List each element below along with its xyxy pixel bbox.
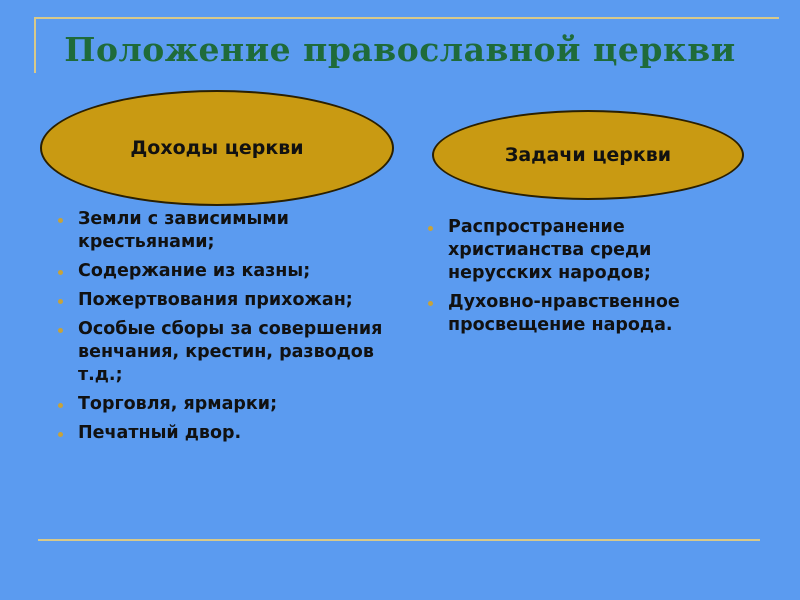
bullet-icon — [58, 403, 63, 408]
bullet-icon — [58, 328, 63, 333]
list-item: Содержание из казны; — [50, 260, 390, 283]
bullet-icon — [428, 301, 433, 306]
slide-title: Положение православной церкви — [64, 30, 736, 69]
list-item: Печатный двор. — [50, 422, 390, 445]
list-item: Торговля, ярмарки; — [50, 393, 390, 416]
frame-line-top — [34, 17, 779, 19]
tasks-ellipse — [432, 110, 744, 200]
list-item: Распространение христианства среди нерусских народов; — [420, 216, 760, 285]
bullet-icon — [428, 226, 433, 231]
list-item: Земли с зависимыми крестьянами; — [50, 208, 390, 254]
list-item: Особые сборы за совершения венчания, крестин, разводов т.д.; — [50, 318, 390, 387]
tasks-list — [420, 216, 760, 343]
income-ellipse — [40, 90, 394, 206]
list-item: Пожертвования прихожан; — [50, 289, 390, 312]
frame-line-bottom — [38, 539, 760, 541]
income-heading: Доходы церкви — [130, 137, 304, 159]
income-list — [50, 208, 390, 451]
list-item: Духовно-нравственное просвещение народа. — [420, 291, 760, 337]
bullet-icon — [58, 218, 63, 223]
bullet-icon — [58, 270, 63, 275]
bullet-icon — [58, 299, 63, 304]
tasks-heading: Задачи церкви — [504, 144, 672, 166]
bullet-icon — [58, 432, 63, 437]
